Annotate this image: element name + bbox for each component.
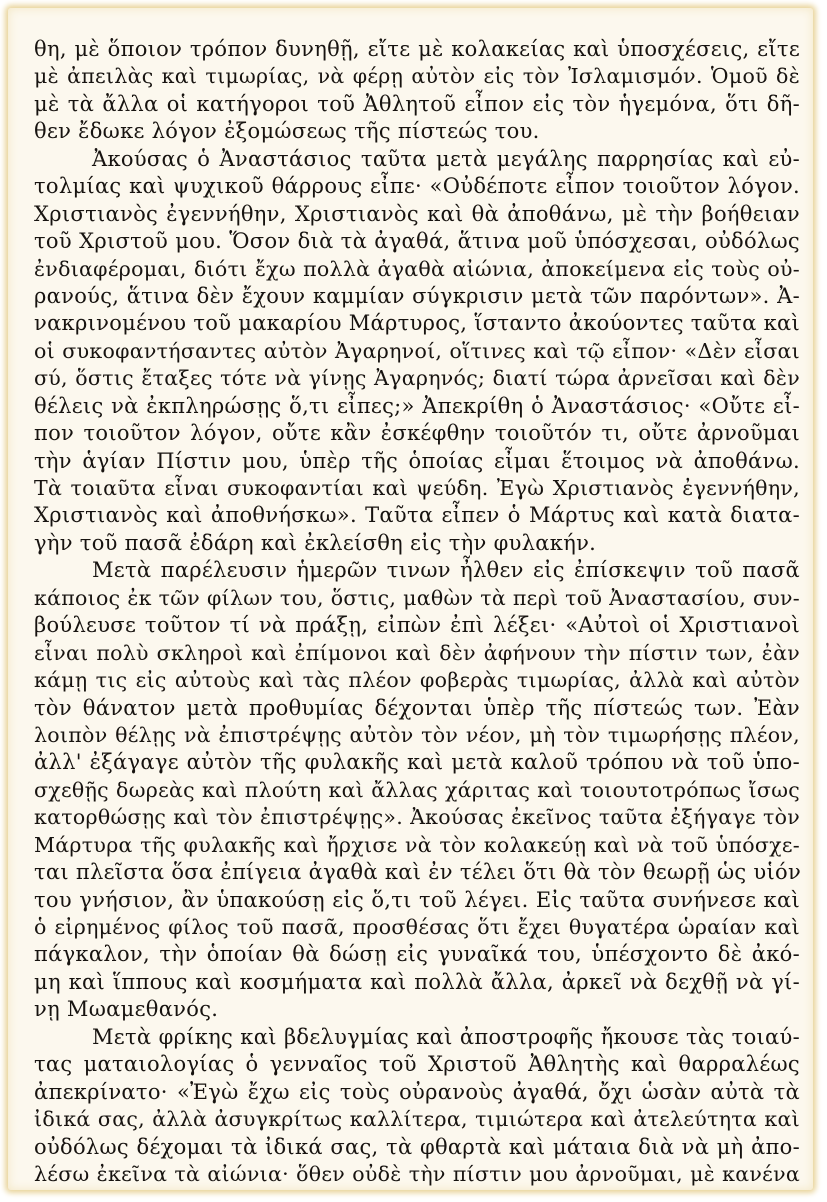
text-line: μὲ ἀπειλὰς καὶ τιμωρίας, νὰ φέρῃ αὐτὸν εἰς τὸν Ἰσλαμισμόν. Ὁμοῦ δὲ [34,64,800,89]
text-line: ἀπεκρίνατο· «Ἐγὼ ἔχω εἰς τοὺς οὐρανοὺς ἀγαθά, ὄχι ὡσὰν αὐτὰ τὰ [34,1079,800,1104]
paragraph-2 [34,146,800,558]
text-line: νακρινομένου τοῦ μακαρίου Μάρτυρος, ἵσταντο ἀκούοντες ταῦτα καὶ [34,311,801,336]
text-line: λέσω ἐκεῖνα τὰ αἰώνια· ὅθεν οὐδὲ τὴν πίστιν μου ἀρνοῦμαι, μὲ κανένα [34,1161,800,1186]
text-line: τοῦ Χριστοῦ μου. Ὅσον διὰ τὰ ἀγαθά, ἅτινα μοῦ ὑπόσχεσαι, οὐδόλως [34,229,800,254]
text-line: τολμίας καὶ ψυχικοῦ θάρρους εἶπε· «Οὐδέποτε εἶπον τοιοῦτον λόγον. [34,174,800,199]
text-line: θεν ἔδωκε λόγον ἐξομώσεως τῆς πίστεώς του. [34,119,540,144]
text-line: πον τοιοῦτον λόγον, οὔτε κἂν ἐσκέφθην τοιοῦτόν τι, οὔτε ἀρνοῦμαι [34,421,800,446]
text-line: του γνήσιον, ἂν ὑπακούσῃ εἰς ὅ,τι τοῦ λέγει. Εἰς ταῦτα συνήνεσε καὶ [34,887,800,912]
text-line: ται πλεῖστα ὅσα ἐπίγεια ἀγαθὰ καὶ ἐν τέλει ὅτι θὰ τὸν θεωρῇ ὡς υἱόν [34,860,802,885]
text-line: οὐδόλως δέχομαι τὰ ἰδικά σας, τὰ φθαρτὰ καὶ μάταια διὰ νὰ μὴ ἀπο- [34,1134,800,1159]
text-line: βούλευσε τοῦτον τί νὰ πράξῃ, εἰπὼν ἐπὶ λέξει· «Αὐτοὶ οἱ Χριστιανοὶ [34,613,800,638]
text-line: ὁ εἰρημένος φίλος τοῦ πασᾶ, προσθέσας ὅτι ἔχει θυγατέρα ὡραίαν καὶ [34,915,800,939]
text-line: ἐνδιαφέρομαι, διότι ἔχω πολλὰ ἀγαθὰ αἰώνια, ἀποκείμενα εἰς τοὺς οὐ- [34,256,800,281]
scanned-page [8,8,813,1190]
text-line: θη, μὲ ὅποιον τρόπον δυνηθῇ, εἴτε μὲ κολακείας καὶ ὑποσχέσεις, εἴτε [34,37,800,61]
text-line: νῃ Μωαμεθανός. [34,997,219,1022]
paragraph-4 [34,1024,800,1189]
text-line: σύ, ὅστις ἔταξες τότε νὰ γίνῃς Ἀγαρηνός; διατί τώρα ἀρνεῖσαι καὶ δὲν [34,366,800,391]
text-line: Μάρτυρα τῆς φυλακῆς καὶ ἤρχισε νὰ τὸν κολακεύῃ καὶ νὰ τοῦ ὑπόσχε- [34,832,800,857]
text-line: λοιπὸν θέλῃς νὰ ἐπιστρέψῃς αὐτὸν τὸν νέον, μὴ τὸν τιμωρήσῃς πλέον, [34,722,800,747]
text-line: οἱ συκοφαντήσαντες αὐτὸν Ἀγαρηνοί, οἵτινες καὶ τῷ εἶπον· «Δὲν εἶσαι [34,338,800,363]
text-line: τὸν θάνατον μετὰ προθυμίας δέχονται ὑπὲρ τῆς πίστεώς των. Ἐὰν [34,695,800,720]
paragraph-1 [34,36,800,146]
text-line: εἶναι πολὺ σκληροὶ καὶ ἐπίμονοι καὶ δὲν ἀφήνουν τὴν πίστιν των, ἐὰν [34,640,800,665]
text-line: Ἀκούσας ὁ Ἀναστάσιος ταῦτα μετὰ μεγάλης παρρησίας καὶ εὐ- [92,146,800,171]
text-line: ἀλλ' ἐξάγαγε αὐτὸν τῆς φυλακῆς καὶ μετὰ καλοῦ τρόπου νὰ τοῦ ὑπο- [34,750,800,775]
text-line: Χριστιανὸς ἐγεννήθην, Χριστιανὸς καὶ θὰ ἀποθάνω, μὲ τὴν βοήθειαν [34,201,800,226]
text-line: Μετὰ παρέλευσιν ἡμερῶν τινων ἦλθεν εἰς ἐπίσκεψιν τοῦ πασᾶ [92,558,800,583]
text-line: Μετὰ φρίκης καὶ βδελυγμίας καὶ ἀποστροφῆς ἤκουσε τὰς τοιαύ- [92,1024,800,1049]
body-text [34,36,800,1188]
text-line: Τὰ τοιαῦτα εἶναι συκοφαντίαι καὶ ψεύδη. Ἐγὼ Χριστιανὸς ἐγεννήθην, [34,476,800,500]
text-line: κάμῃ τις εἰς αὐτοὺς καὶ τὰς πλέον φοβερὰς τιμωρίας, ἀλλὰ καὶ αὐτὸν [34,668,800,693]
text-line: μὲ τὰ ἄλλα οἱ κατήγοροι τοῦ Ἀθλητοῦ εἶπον εἰς τὸν ἡγεμόνα, ὅτι δῆ- [34,91,800,116]
text-line: ἰδικά σας, ἀλλὰ ἀσυγκρίτως καλλίτερα, τιμιώτερα καὶ ἀτελεύτητα καὶ [34,1107,800,1132]
text-line: πάγκαλον, τὴν ὁποίαν θὰ δώσῃ εἰς γυναῖκά του, ὑπέσχοντο δὲ ἀκό- [34,942,800,967]
text-line: σχεθῇς δωρεὰς καὶ πλούτη καὶ ἄλλας χάριτας καὶ τοιουτοτρόπως ἴσως [34,777,800,802]
text-line: θέλεις νὰ ἐκπληρώσῃς ὅ,τι εἶπες;» Ἀπεκρίθη ὁ Ἀναστάσιος· «Οὔτε εἶ- [34,393,800,418]
text-line: κάποιος ἐκ τῶν φίλων του, ὅστις, μαθὼν τὰ περὶ τοῦ Ἀναστασίου, συν- [34,585,800,610]
text-line: τας ματαιολογίας ὁ γενναῖος τοῦ Χριστοῦ Ἀθλητὴς καὶ θαρραλέως [34,1052,800,1077]
paragraph-3 [34,557,800,1023]
text-line: Χριστιανὸς καὶ ἀποθνήσκω». Ταῦτα εἶπεν ὁ Μάρτυς καὶ κατὰ διατα- [34,503,800,528]
text-line: μη καὶ ἵππους καὶ κοσμήματα καὶ πολλὰ ἄλλα, ἀρκεῖ νὰ δεχθῇ νὰ γί- [34,969,800,994]
text-line: τὴν ἁγίαν Πίστιν μου, ὑπὲρ τῆς ὁποίας εἶμαι ἕτοιμος νὰ ἀποθάνω. [34,448,800,473]
text-line: γὴν τοῦ πασᾶ ἐδάρη καὶ ἐκλείσθη εἰς τὴν φυλακήν. [34,530,597,555]
text-line: κατορθώσῃς καὶ τὸν ἐπιστρέψῃς». Ἀκούσας ἐκεῖνος ταῦτα ἐξήγαγε τὸν [34,805,800,830]
text-line: ρανούς, ἅτινα δὲν ἔχουν καμμίαν σύγκρισιν μετὰ τῶν παρόντων». Ἀ- [34,283,800,308]
